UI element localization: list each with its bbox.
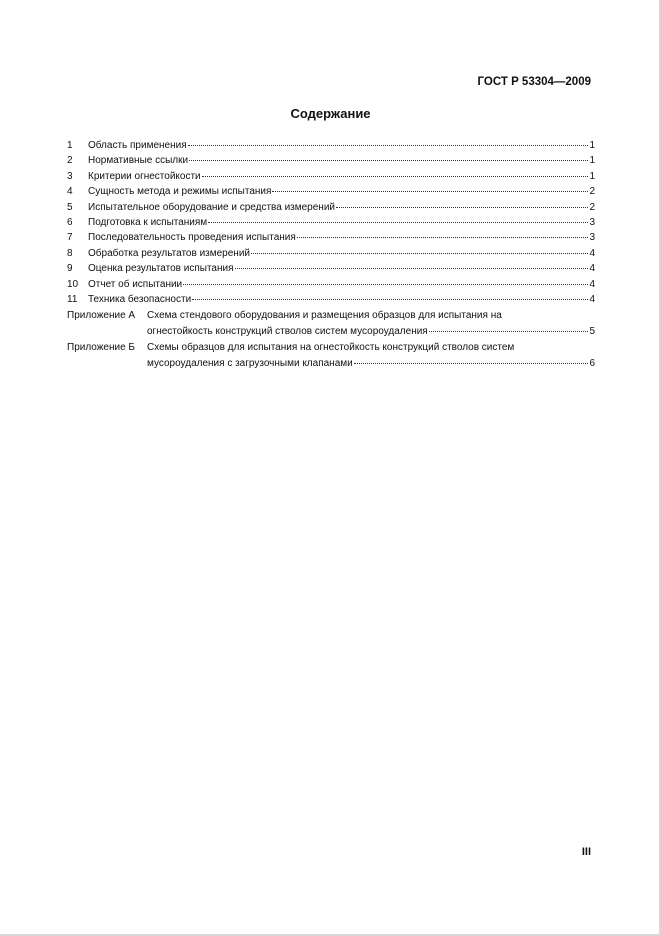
toc-item-page: 3 [589,217,595,229]
dot-leader [297,237,589,238]
appendix-prefix: Приложение Б [67,342,135,354]
toc-item-page: 2 [589,186,595,198]
toc-item-label: Техника безопасности [88,294,192,306]
toc-item-2[interactable] [67,153,595,168]
toc-item-7[interactable] [67,230,595,245]
page-number: III [581,846,591,858]
dot-leader [188,145,589,146]
toc-item-number: 10 [67,278,79,290]
toc-item-page: 3 [589,232,595,244]
toc-item-number: 1 [67,140,73,151]
toc-item-number: 11 [67,294,78,306]
dot-leader [272,191,588,192]
toc-item-number: 2 [67,155,73,167]
toc-item-label: Оценка результатов испытания [88,263,234,275]
toc-item-3[interactable] [67,169,595,184]
dot-leader [189,160,588,161]
toc-title: Содержание [290,106,371,121]
appendix-title-line2: огнестойкость конструкций стволов систем мусороудаления [147,325,428,337]
appendix-page: 5 [589,325,595,337]
toc-item-label: Подготовка к испытаниям [88,217,208,229]
toc-item-label: Нормативные ссылки [88,155,189,167]
toc-item-number: 4 [67,186,73,198]
toc-item-page: 4 [589,247,595,259]
toc-item-label: Испытательное оборудование и средства измерений [88,201,335,213]
toc-item-page: 4 [589,263,595,275]
toc-item-page: 1 [589,170,595,182]
toc-item-number: 6 [67,217,73,229]
appendix-title-line2: мусороудаления с загрузочными клапанами [147,357,353,369]
appendix-page: 6 [589,357,595,369]
toc-item-9[interactable] [67,261,595,276]
toc-item-number: 3 [67,170,73,182]
toc-item-label: Область применения [88,140,187,151]
toc-appendix-a[interactable] [67,308,595,339]
dot-leader [429,331,589,332]
toc-item-number: 7 [67,232,73,244]
dot-leader [251,253,588,254]
toc-item-6[interactable] [67,215,595,230]
toc-item-label: Сущность метода и режимы испытания [88,186,272,198]
dot-leader [354,363,589,364]
toc-item-label: Последовательность проведения испытания [88,232,296,244]
toc-item-page: 4 [589,294,595,306]
toc-item-1[interactable] [67,138,595,153]
toc-item-5[interactable] [67,200,595,215]
table-of-contents [67,138,595,371]
toc-item-4[interactable] [67,184,595,199]
toc-appendix-b[interactable] [67,340,595,371]
dot-leader [192,299,588,300]
toc-item-label: Обработка результатов измерений [88,247,250,259]
appendix-title-line1: Схемы образцов для испытания на огнестойкость конструкций стволов систем [147,342,515,354]
toc-item-number: 5 [67,201,73,213]
toc-item-number: 8 [67,247,73,259]
toc-item-page: 1 [589,140,595,151]
appendix-title-line1: Схема стендового оборудования и размещения образцов для испытания на [147,310,502,322]
toc-item-page: 4 [589,278,595,290]
toc-item-number: 9 [67,263,73,275]
toc-item-label: Критерии огнестойкости [88,170,201,182]
toc-item-page: 1 [589,155,595,167]
toc-item-10[interactable] [67,277,595,292]
dot-leader [202,176,589,177]
dot-leader [336,207,588,208]
dot-leader [235,268,589,269]
standard-code: ГОСТ Р 53304—2009 [477,76,591,88]
appendix-prefix: Приложение А [67,310,136,322]
dot-leader [208,222,588,223]
toc-item-label: Отчет об испытании [88,278,183,290]
toc-item-page: 2 [589,201,595,213]
dot-leader [183,284,588,285]
toc-item-8[interactable] [67,246,595,261]
toc-item-11[interactable] [67,292,595,307]
